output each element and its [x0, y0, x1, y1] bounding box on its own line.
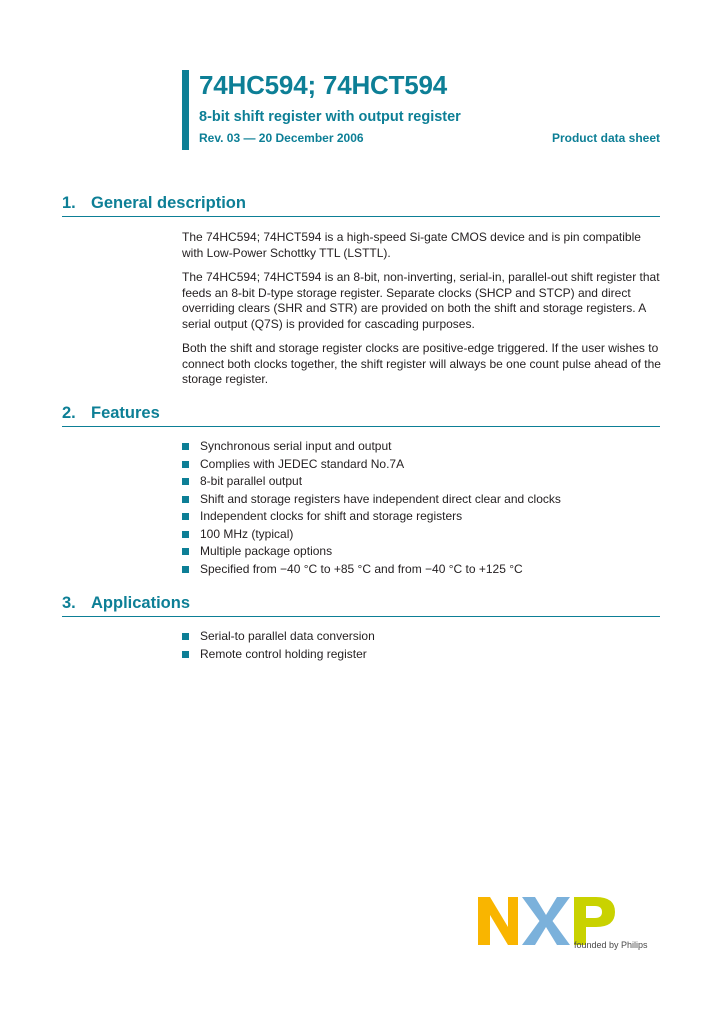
- section-title: General description: [91, 194, 246, 212]
- section-heading: [62, 194, 660, 217]
- bullet-square-icon: [182, 633, 189, 640]
- nxp-logo: [478, 897, 668, 953]
- section-heading: [62, 404, 660, 427]
- list-item: [182, 526, 561, 544]
- section-number: 2.: [62, 404, 76, 422]
- list-item-text: Synchronous serial input and output: [200, 439, 392, 453]
- bullet-square-icon: [182, 478, 189, 485]
- list-item: [182, 646, 375, 664]
- document-subtitle: 8-bit shift register with output register: [199, 109, 461, 125]
- list-item: [182, 543, 561, 561]
- section-applications: [62, 594, 660, 617]
- bullet-square-icon: [182, 513, 189, 520]
- list-item-text: Complies with JEDEC standard No.7A: [200, 456, 405, 471]
- bullet-square-icon: [182, 548, 189, 555]
- general-paragraph-2: The 74HC594; 74HCT594 is an 8-bit, non-inverting, serial-in, parallel-out shift register that feeds an 8-bit D-type storage register. Separate clocks (SHCP and STCP) and direct overriding clears (SHR and STR) are provided on both the shift and storage registers. A serial output (Q7S) is provided for cascading purposes.: [182, 270, 660, 331]
- section-general-description: [62, 194, 660, 217]
- list-item-text: 100 MHz (typical): [200, 526, 294, 541]
- bullet-square-icon: [182, 443, 189, 450]
- list-item: [182, 628, 375, 646]
- features-list: [182, 438, 561, 578]
- section-title: Features: [91, 404, 160, 422]
- bullet-square-icon: [182, 496, 189, 503]
- list-item-text: Specified from −40 °C to +85 °C and from −40 °C to +125 °C: [200, 561, 523, 576]
- general-paragraph-3: Both the shift and storage register clocks are positive-edge triggered. If the user wishes to connect both clocks together, the shift register will always be one count pulse ahead of the storage register.: [182, 341, 661, 386]
- title-accent-bar: [182, 70, 189, 150]
- list-item: [182, 456, 561, 474]
- list-item: [182, 438, 561, 456]
- section-number: 3.: [62, 594, 76, 612]
- list-item: [182, 491, 561, 509]
- bullet-square-icon: [182, 566, 189, 573]
- list-item: [182, 561, 561, 579]
- list-item-text: 8-bit parallel output: [200, 474, 303, 488]
- section-heading: [62, 594, 660, 617]
- applications-list: [182, 628, 375, 663]
- list-item-text: Remote control holding register: [200, 646, 367, 661]
- list-item-text: Serial-to parallel data conversion: [200, 629, 375, 643]
- list-item-text: Multiple package options: [200, 544, 333, 558]
- doc-type-label: Product data sheet: [551, 131, 660, 145]
- list-item-text: Independent clocks for shift and storage registers: [200, 509, 463, 523]
- list-item: [182, 473, 561, 491]
- section-title: Applications: [91, 594, 191, 612]
- general-paragraph-1: The 74HC594; 74HCT594 is a high-speed Si-gate CMOS device and is pin compatible with Low-Power Schottky TTL (LSTTL).: [182, 230, 641, 260]
- bullet-square-icon: [182, 651, 189, 658]
- bullet-square-icon: [182, 531, 189, 538]
- nxp-logo-mark: [478, 897, 615, 945]
- list-item-text: Shift and storage registers have independent direct clear and clocks: [200, 491, 561, 506]
- list-item: [182, 508, 561, 526]
- logo-tagline: founded by Philips: [574, 940, 648, 950]
- bullet-square-icon: [182, 461, 189, 468]
- document-title: 74HC594; 74HCT594: [199, 70, 448, 100]
- section-features: [62, 404, 660, 427]
- revision-label: Rev. 03 — 20 December 2006: [199, 131, 364, 145]
- section-number: 1.: [62, 194, 76, 212]
